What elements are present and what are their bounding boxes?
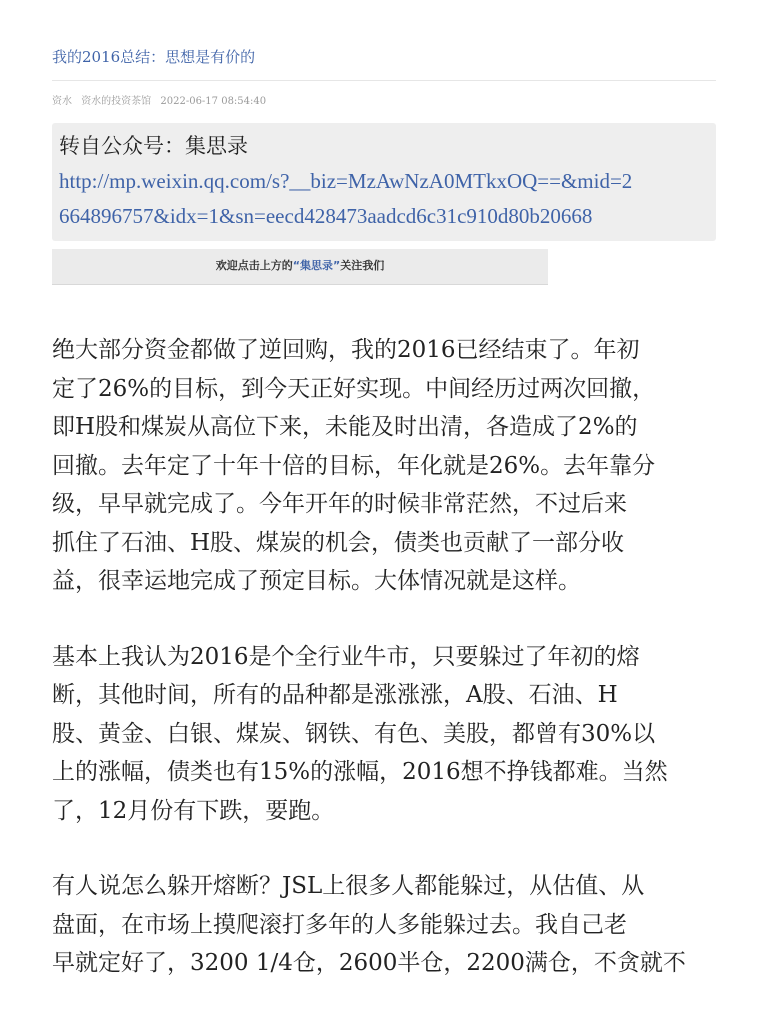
follow-banner [52,249,548,285]
source-link-line-1[interactable]: http://mp.weixin.qq.com/s?__biz=MzAwNzA0MTkxOQ==&mid=2 [59,169,633,193]
article-title-link[interactable]: 我的2016总结：思想是有价的 [52,48,256,66]
paragraph [52,867,716,983]
paragraph-line: 级，早早就完成了。今年开年的时候非常茫然，不过后来 [52,491,627,517]
author-name[interactable]: 资水 [52,96,72,107]
paragraph [52,638,716,831]
paragraph-line: 抓住了石油、H股、煤炭的机会，债类也贡献了一部分收 [52,529,625,556]
publish-datetime: 2022-06-17 08:54:40 [160,96,267,107]
column-name[interactable]: 资水的投资茶馆 [81,96,152,107]
paragraph-line: 盘面，在市场上摸爬滚打多年的人多能躲过去。我自己老 [52,911,627,938]
paragraph [52,331,716,601]
paragraph-line: 早就定好了，3200 1/4仓，2600半仓，2200满仓，不贪就不 [52,950,686,976]
source-link-line-2[interactable]: 664896757&idx=1&sn=eecd428473aadcd6c31c910d80b20668 [59,204,593,228]
paragraph-line: 定了26%的目标，到今天正好实现。中间经历过两次回撤， [52,375,656,402]
banner-text-before: 欢迎点击上方的 [215,259,293,272]
paragraph-line: 回撤。去年定了十年十倍的目标，年化就是26%。去年靠分 [52,452,656,479]
paragraph-line: 基本上我认为2016是个全行业牛市，只要躲过了年初的熔 [52,643,640,670]
paragraph-line: 益，很幸运地完成了预定目标。大体情况就是这样。 [52,568,581,594]
article-meta [52,92,272,107]
source-label: 转自公众号：集思录 [59,134,248,158]
paragraph-line: 有人说怎么躲开熔断？JSL上很多人都能躲过，从估值、从 [52,873,645,899]
paragraph-line: 股、黄金、白银、煤炭、钢铁、有色、美股，都曾有30%以 [52,720,656,747]
banner-text-after: 关注我们 [340,259,385,272]
title-divider [52,80,716,81]
article-body [52,331,716,1020]
paragraph-line: 断，其他时间，所有的品种都是涨涨涨，A股、石油、H [52,682,618,708]
paragraph-line: 绝大部分资金都做了逆回购，我的2016已经结束了。年初 [52,337,640,363]
banner-highlight: “集思录” [292,259,341,272]
paragraph-line: 了，12月份有下跌，要跑。 [52,797,335,824]
source-quote-box [52,123,716,241]
paragraph-line: 即H股和煤炭从高位下来，未能及时出清，各造成了2%的 [52,414,638,440]
paragraph-line: 上的涨幅，债类也有15%的涨幅，2016想不挣钱都难。当然 [52,759,668,785]
